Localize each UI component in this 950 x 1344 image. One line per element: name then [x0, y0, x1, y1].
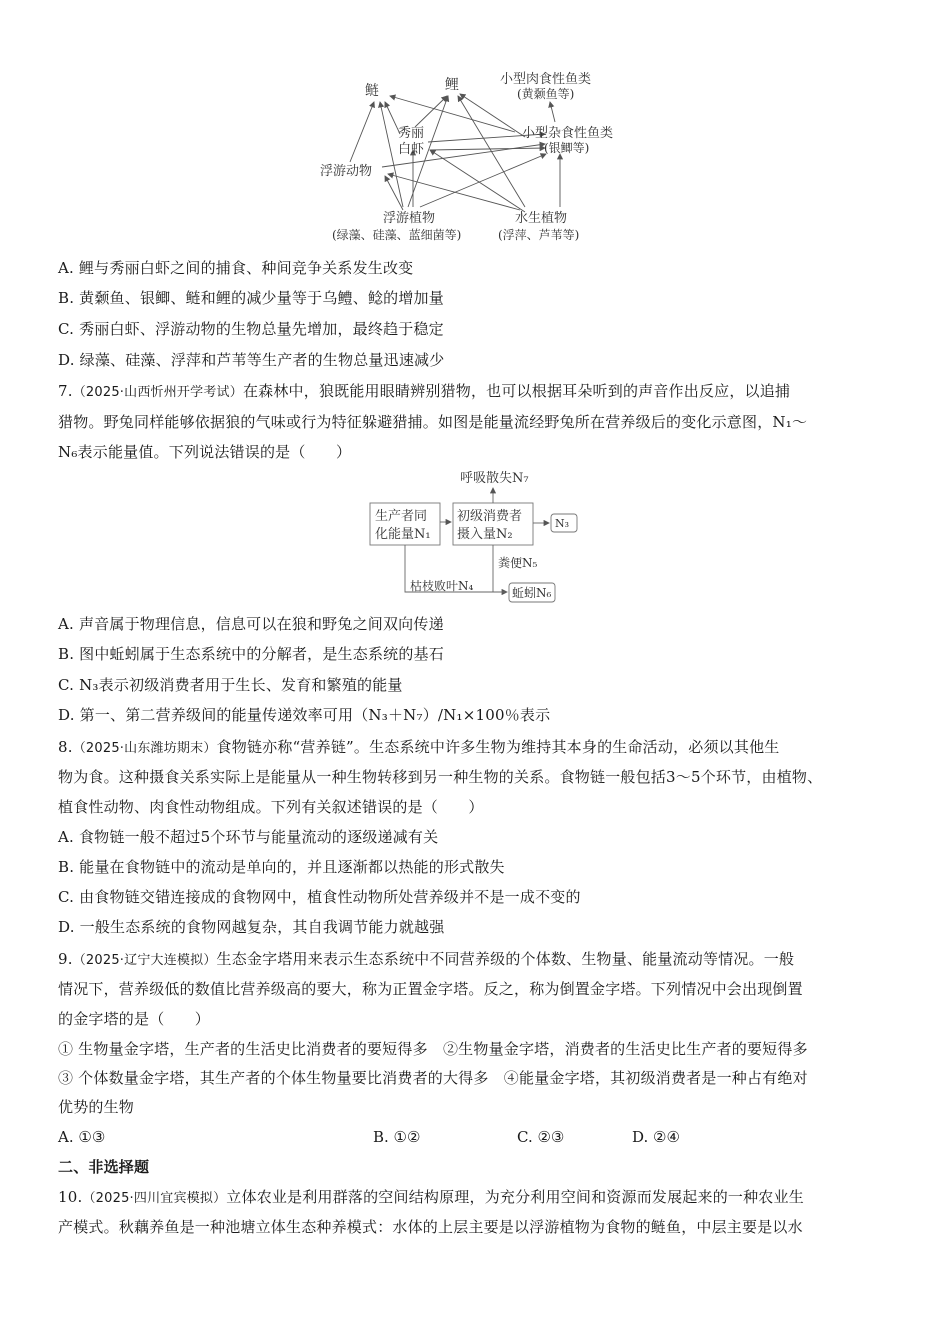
- q8-stem-line3: 植食性动物、肉食性动物组成。下列有关叙述错误的是（ ）: [58, 798, 484, 816]
- node-shrimp-1: 秀丽: [398, 126, 425, 141]
- consumer-label-1: 初级消费者: [457, 509, 523, 524]
- q7-option-d: D. 第一、第二营养级间的能量传递效率可用（N₃＋N₇）/N₁×100％表示: [58, 706, 551, 724]
- q8-text1: 食物链亦称“营养链”。生态系统中许多生物为维持其本身的生命活动，必须以其他生: [216, 738, 780, 756]
- q9-stem-line2: 情况下，营养级低的数值比营养级高的要大，称为正置金字塔。反之，称为倒置金字塔。下列情况中会出现倒置: [58, 980, 803, 998]
- q10-number: 10.: [58, 1188, 83, 1206]
- q9-option-b: B. ①②: [373, 1128, 421, 1146]
- q8-option-c: C. 由食物链交错连接成的食物网中，植食性动物所处营养级并不是一成不变的: [58, 888, 581, 906]
- node-aquatic-plant-sub: (浮萍、芦苇等): [498, 228, 580, 242]
- node-shrimp-2: 白虾: [398, 142, 425, 157]
- n3-label: N₃: [555, 517, 570, 530]
- node-li: 鲤: [445, 77, 459, 93]
- q7-text1: 在森林中，狼既能用眼睛辨别猎物，也可以根据耳朵听到的声音作出反应，以追捕: [242, 382, 791, 400]
- node-small-omnivore-sub: (银鲫等): [544, 141, 590, 155]
- q9-stem-line3: 的金字塔的是（ ）: [58, 1010, 211, 1028]
- node-lian: 鲢: [365, 83, 379, 99]
- q7-source: （2025·山西忻州开学考试）: [72, 385, 243, 400]
- q7-number: 7.: [58, 382, 73, 400]
- q6-option-a: A. 鲤与秀丽白虾之间的捕食、种间竞争关系发生改变: [58, 259, 414, 277]
- feces-label: 粪便N₅: [498, 556, 538, 570]
- q6-option-b: B. 黄颡鱼、银鲫、鲢和鲤的减少量等于乌鳢、鲶的增加量: [58, 289, 444, 307]
- litter-label: 枯枝败叶N₄: [410, 579, 474, 593]
- q9-option-a: A. ①③: [58, 1128, 106, 1146]
- q10-text1: 立体农业是利用群落的空间结构原理，为充分利用空间和资源而发展起来的一种农业生: [226, 1188, 804, 1206]
- q8-option-d: D. 一般生态系统的食物网越复杂，其自我调节能力就越强: [58, 918, 445, 936]
- section-title: 二、非选择题: [58, 1158, 150, 1176]
- node-small-carnivore-sub: (黄颡鱼等): [517, 87, 575, 101]
- respiration-label: 呼吸散失N₇: [460, 471, 529, 486]
- q7-stem-line2: 猎物。野兔同样能够依据狼的气味或行为特征躲避猎捕。如图是能量流经野兔所在营养级后的变化示意图，N₁～: [58, 413, 808, 431]
- producer-label-1: 生产者同: [375, 509, 428, 524]
- q8-stem-line2: 物为食。这种摄食关系实际上是能量从一种生物转移到另一种生物的关系。食物链一般包括3～5个环节，由植物、: [58, 768, 823, 786]
- q9-text1: 生态金字塔用来表示生态系统中不同营养级的个体数、生物量、能量流动等情况。一般: [216, 950, 795, 968]
- energy-flow-diagram: [365, 466, 595, 611]
- producer-label-2: 化能量N₁: [375, 527, 431, 542]
- q8-source: （2025·山东潍坊期末）: [72, 741, 217, 756]
- q9-statement-2: ③ 个体数量金字塔，其生产者的个体生物量要比消费者的大得多 ④能量金字塔，其初级消费者是一种占有绝对: [58, 1069, 808, 1087]
- food-web-diagram: [310, 62, 650, 252]
- q8-option-a: A. 食物链一般不超过5个环节与能量流动的逐级递减有关: [58, 828, 439, 846]
- node-small-omnivore: 小型杂食性鱼类: [522, 126, 614, 141]
- q7-option-a: A. 声音属于物理信息，信息可以在狼和野兔之间双向传递: [58, 615, 444, 633]
- node-phytoplankton-sub: (绿藻、硅藻、蓝细菌等): [332, 228, 462, 242]
- q10-source: （2025·四川宜宾模拟）: [82, 1191, 227, 1206]
- node-aquatic-plant: 水生植物: [515, 211, 568, 226]
- q9-number: 9.: [58, 950, 73, 968]
- node-phytoplankton: 浮游植物: [383, 211, 436, 226]
- q7-stem-line1: [58, 380, 894, 404]
- q10-stem-line1: [58, 1186, 894, 1210]
- q7-option-c: C. N₃表示初级消费者用于生长、发育和繁殖的能量: [58, 676, 403, 694]
- node-zooplankton: 浮游动物: [320, 164, 373, 179]
- q6-option-d: D. 绿藻、硅藻、浮萍和芦苇等生产者的生物总量迅速减少: [58, 351, 445, 369]
- q6-option-c: C. 秀丽白虾、浮游动物的生物总量先增加，最终趋于稳定: [58, 320, 444, 338]
- q9-option-d: D. ②④: [632, 1128, 680, 1146]
- q7-option-b: B. 图中蚯蚓属于生态系统中的分解者，是生态系统的基石: [58, 645, 444, 663]
- q8-option-b: B. 能量在食物链中的流动是单向的，并且逐渐都以热能的形式散失: [58, 858, 505, 876]
- q9-stem-line1: [58, 948, 894, 972]
- q8-stem-line1: [58, 736, 894, 760]
- consumer-label-2: 摄入量N₂: [457, 527, 513, 542]
- q10-stem-line2: 产模式。秋藕养鱼是一种池塘立体生态种养模式：水体的上层主要是以浮游植物为食物的鲢鱼，中层主要是以水: [58, 1218, 803, 1236]
- q9-statement-3: 优势的生物: [58, 1098, 135, 1116]
- q8-number: 8.: [58, 738, 73, 756]
- q9-option-c: C. ②③: [517, 1128, 565, 1146]
- q9-statement-1: ① 生物量金字塔，生产者的生活史比消费者的要短得多 ②生物量金字塔，消费者的生活史比生产者的要短得多: [58, 1040, 808, 1058]
- node-small-carnivore: 小型肉食性鱼类: [500, 72, 592, 87]
- q9-source: （2025·辽宁大连模拟）: [72, 953, 217, 968]
- q7-stem-line3: N₆表示能量值。下列说法错误的是（ ）: [58, 443, 352, 461]
- earthworm-label: 蚯蚓N₆: [512, 586, 552, 600]
